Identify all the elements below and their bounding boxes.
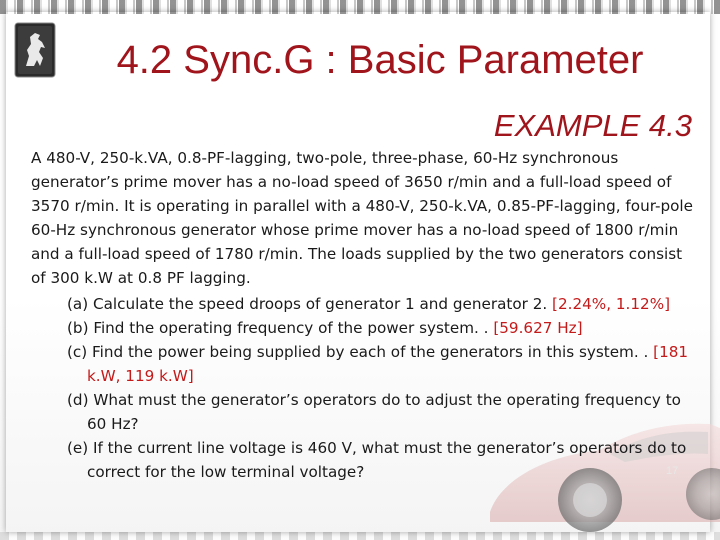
page-title: 4.2 Sync.G : Basic Parameter xyxy=(116,38,644,82)
film-perforation-top xyxy=(0,0,720,14)
answer: [59.627 Hz] xyxy=(493,319,583,337)
question-text: (e) If the current line voltage is 460 V, what must the generator’s operators do to correct for the low terminal voltage? xyxy=(67,439,687,481)
question-e xyxy=(67,436,695,484)
question-text: (a) Calculate the speed droops of generator 1 and generator 2. xyxy=(67,295,553,313)
question-c xyxy=(67,340,695,388)
question-text: (c) Find the power being supplied by each of the generators in this system. . xyxy=(67,343,654,361)
example-label: EXAMPLE 4.3 xyxy=(493,108,692,143)
question-b xyxy=(67,316,695,340)
question-a xyxy=(67,292,695,316)
film-perforation-bottom xyxy=(0,532,720,540)
question-text: (d) What must the generator’s operators do to adjust the operating frequency to 60 Hz? xyxy=(67,391,681,433)
problem-body xyxy=(31,146,695,484)
question-d xyxy=(67,388,695,436)
page-number: 17 xyxy=(666,465,679,477)
question-list xyxy=(67,292,695,484)
question-text: (b) Find the operating frequency of the power system. . xyxy=(67,319,494,337)
answer: [2.24%, 1.12%] xyxy=(552,295,671,313)
problem-statement: A 480-V, 250-k.VA, 0.8-PF-lagging, two-pole, three-phase, 60-Hz synchronous generator’s prime mover has a no-load speed of 3650 r/min and a full-load speed of 3570 r/min. It is operating in parallel with a 480-V, 250-k.VA, 0.85-PF-lagging, four-pole 60-Hz synchronous generator whose prime mover has a no-load speed of 1800 r/min and a full-load speed of 1780 r/min. The loads supplied by the two generators consist of 300 k.W at 0.8 PF lagging. xyxy=(31,149,693,287)
answer: [181 k.W, 119 k.W] xyxy=(87,343,689,385)
